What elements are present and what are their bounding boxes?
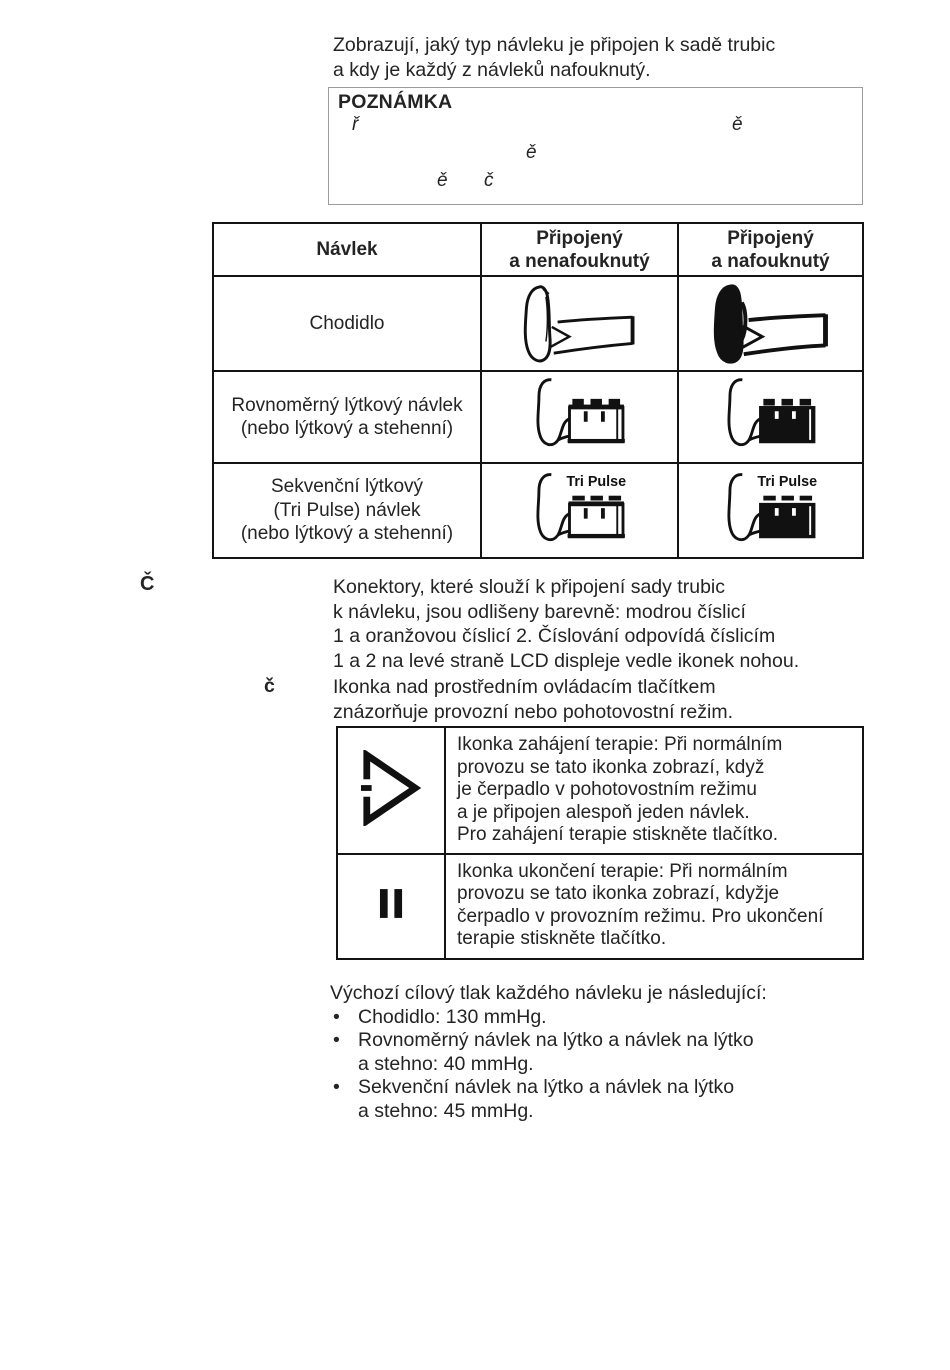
stop-therapy-icon-cell xyxy=(337,854,445,959)
table-row xyxy=(213,371,863,463)
note-fragment: ě xyxy=(732,114,743,135)
tripulse-cuff-inflated-cell xyxy=(678,463,863,558)
note-fragment: ř xyxy=(352,114,359,135)
start-therapy-description xyxy=(445,727,863,854)
note-box xyxy=(328,87,863,205)
header-text: a nenafouknutý xyxy=(509,250,650,272)
text-line: je čerpadlo v pohotovostním režimu xyxy=(457,779,757,800)
pause-icon xyxy=(379,888,404,919)
text-line: Sekvenční lýtkový xyxy=(270,476,424,498)
text-line: terapie stiskněte tlačítko. xyxy=(457,928,667,949)
text-line: provozu se tato ikonka zobrazí, když xyxy=(457,756,765,778)
tripulse-cuff-inflated-image xyxy=(698,468,844,554)
text-line: Chodidlo: 130 mmHg. xyxy=(358,1005,547,1028)
text-line: Pro zahájení terapie stiskněte tlačítko. xyxy=(457,824,779,845)
table-row xyxy=(337,854,863,959)
text-line: 1 a 2 na levé straně LCD displeje vedle ikonek nohou. xyxy=(333,649,800,672)
header-text: Připojený xyxy=(536,227,623,249)
stop-therapy-description xyxy=(445,854,863,959)
text-line: Chodidlo xyxy=(309,312,385,334)
column-header-attached-inflated xyxy=(678,223,863,276)
text-line: Rovnoměrný lýtkový návlek xyxy=(231,394,463,416)
calf-cuff-deflated-image xyxy=(507,375,653,459)
text-line: (nebo lýtkový a stehenní) xyxy=(240,418,454,439)
list-item-text xyxy=(358,1029,754,1076)
header-text: Připojený xyxy=(727,227,814,249)
therapy-icon-table-container xyxy=(336,726,864,960)
therapy-icon-table xyxy=(336,726,864,960)
column-header-cuff xyxy=(213,223,481,276)
text-line: znázorňuje provozní nebo pohotovostní režim. xyxy=(333,700,733,723)
calf-cuff-deflated-cell xyxy=(481,371,678,463)
text-line: a kdy je každý z návleků nafouknutý. xyxy=(333,58,651,81)
tripulse-cuff-deflated-cell xyxy=(481,463,678,558)
text-line: Rovnoměrný návlek na lýtko a návlek na lýtko xyxy=(358,1029,754,1051)
foot-cuff-deflated-cell xyxy=(481,276,678,371)
tripulse-cuff-deflated-image xyxy=(507,468,653,554)
list-item xyxy=(330,1076,767,1123)
text-line: Ikonka zahájení terapie: Při normálním xyxy=(457,734,783,755)
text-line: čerpadlo v provozním režimu. Pro ukončení xyxy=(457,905,824,927)
cuff-row-label xyxy=(213,463,481,558)
cuff-table xyxy=(212,222,864,559)
note-fragment: č xyxy=(484,170,494,191)
list-item xyxy=(330,1006,767,1030)
calf-cuff-inflated-cell xyxy=(678,371,863,463)
section-marker: č xyxy=(264,675,275,697)
mode-paragraph xyxy=(333,675,733,724)
text-line: 1 a oranžovou číslicí 2. Číslování odpovídá číslicím xyxy=(333,625,776,647)
play-icon xyxy=(360,750,422,826)
header-text: Návlek xyxy=(316,239,378,260)
text-line: provozu se tato ikonka zobrazí, kdyžje xyxy=(457,883,780,904)
table-row xyxy=(213,463,863,558)
cuff-row-label xyxy=(213,276,481,371)
foot-cuff-inflated-image xyxy=(698,281,844,367)
note-title: POZNÁMKA xyxy=(338,91,453,113)
text-line: a stehno: 40 mmHg. xyxy=(358,1052,534,1075)
text-line: Ikonka ukončení terapie: Při normálním xyxy=(457,860,788,882)
start-therapy-icon-cell xyxy=(337,727,445,854)
text-line: k návleku, jsou odlišeny barevně: modrou číslicí xyxy=(333,600,746,623)
tri-pulse-label: Tri Pulse xyxy=(565,473,626,490)
intro-paragraph xyxy=(333,33,775,82)
foot-cuff-deflated-image xyxy=(507,281,653,367)
text-line: Konektory, které slouží k připojení sady trubic xyxy=(333,576,725,598)
header-text: a nafouknutý xyxy=(711,250,830,272)
cuff-table-container xyxy=(212,222,864,559)
table-row xyxy=(213,276,863,371)
note-fragment: ě xyxy=(437,170,448,191)
table-row xyxy=(337,727,863,854)
note-fragment: ě xyxy=(526,142,537,163)
text-line: (nebo lýtkový a stehenní) xyxy=(240,523,454,545)
pressure-intro: Výchozí cílový tlak každého návleku je následující: xyxy=(330,982,767,1004)
text-line: Ikonka nad prostředním ovládacím tlačítkem xyxy=(333,676,716,698)
list-item-text xyxy=(358,1076,734,1123)
text-line: (Tri Pulse) návlek xyxy=(273,499,421,521)
text-line: a je připojen alespoň jeden návlek. xyxy=(457,801,750,823)
list-item-text xyxy=(358,1006,547,1030)
calf-cuff-inflated-image xyxy=(698,375,844,459)
section-marker: Č xyxy=(140,573,155,595)
tri-pulse-label: Tri Pulse xyxy=(756,473,817,490)
connectors-paragraph xyxy=(333,575,799,673)
text-line: Zobrazují, jaký typ návleku je připojen k sadě trubic xyxy=(333,34,776,56)
column-header-attached-deflated xyxy=(481,223,678,276)
pressure-section xyxy=(330,982,767,1123)
text-line: a stehno: 45 mmHg. xyxy=(358,1099,534,1122)
bullet-dot: • xyxy=(333,1076,340,1098)
cuff-row-label xyxy=(213,371,481,463)
foot-cuff-inflated-cell xyxy=(678,276,863,371)
list-item xyxy=(330,1029,767,1076)
bullet-dot: • xyxy=(333,1029,340,1051)
text-line: Sekvenční návlek na lýtko a návlek na lýtko xyxy=(358,1076,735,1098)
bullet-dot: • xyxy=(333,1005,340,1028)
